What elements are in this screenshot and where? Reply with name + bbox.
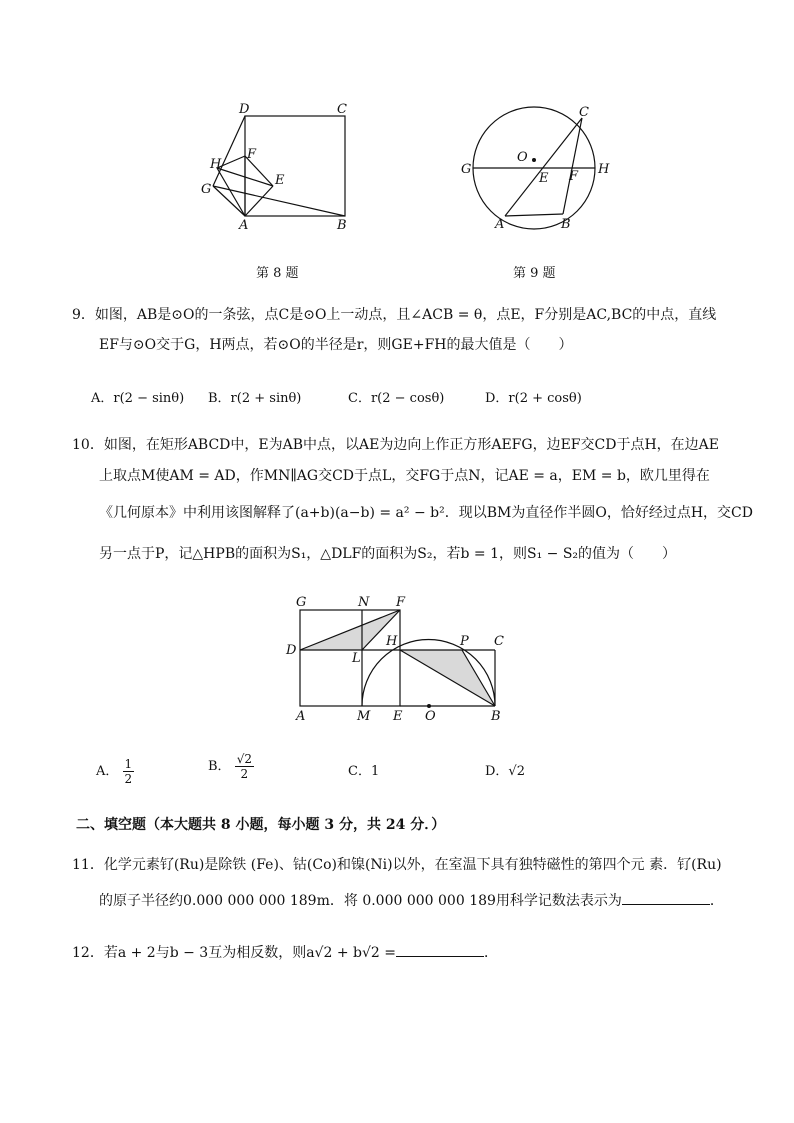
q10-option-b-prefix: B． — [208, 759, 231, 774]
q9-line2: EF与⊙O交于G，H两点，若⊙O的半径是r，则GE+FH的最大值是（ ） — [99, 337, 573, 353]
q9-option-c: C．r(2 − cosθ) — [348, 391, 445, 406]
figure-8 — [195, 98, 365, 238]
fig10-label-a: A — [296, 709, 306, 724]
q10-option-a-fraction — [123, 757, 135, 786]
fig10-label-f: F — [396, 595, 406, 610]
q9-option-d: D．r(2 + cosθ) — [485, 391, 582, 406]
q10-option-a-num: 1 — [124, 757, 133, 771]
fig10-label-o: O — [425, 709, 436, 724]
fig10-label-m: M — [357, 709, 371, 724]
q12-answer-blank[interactable] — [396, 942, 484, 957]
q12-line — [72, 942, 498, 963]
q10-option-b-num: √2 — [236, 752, 252, 766]
fig9-label-f: F — [569, 169, 579, 184]
fig9-label-c: C — [579, 105, 589, 120]
fig9-label-a: A — [495, 217, 505, 232]
q10-option-a-den: 2 — [124, 772, 133, 786]
q10-line2: 上取点M使AM = AD，作MN∥AG交CD于点L，交FG于点N，记AE = a，EM = b，欧几里得在 — [99, 468, 710, 484]
q10-line4: 另一点于P，记△HPB的面积为S₁，△DLF的面积为S₂，若b = 1，则S₁ − S₂的值为（ ） — [99, 546, 677, 562]
q11-answer-blank[interactable] — [622, 890, 710, 905]
fig10-label-e: E — [393, 709, 403, 724]
q11-line2-end: ． — [709, 893, 724, 909]
q9-line1: 9．如图，AB是⊙O的一条弦，点C是⊙O上一动点，且∠ACB = θ，点E，F分别是AC,BC的中点，直线 — [72, 307, 717, 323]
q12-end: ． — [483, 945, 498, 961]
fig9-label-g: G — [461, 162, 472, 177]
q10-option-a-prefix: A． — [96, 764, 119, 779]
fig8-label-f: F — [247, 147, 257, 162]
square-abcd — [245, 116, 345, 216]
center-o-dot — [427, 704, 431, 708]
fig8-label-e: E — [275, 173, 285, 188]
fig8-label-h: H — [210, 157, 222, 172]
fig10-label-c: C — [494, 634, 504, 649]
q10-line3: 《几何原本》中利用该图解释了(a+b)(a−b) = a² − b²．现以BM为直径作半圆O，恰好经过点H，交CD — [99, 505, 753, 521]
q9-option-a: A．r(2 − sinθ) — [91, 391, 185, 406]
fig9-label-h: H — [598, 162, 610, 177]
figure-10 — [280, 588, 520, 730]
q10-option-b-fraction — [235, 752, 254, 781]
q10-option-a — [96, 757, 134, 786]
fig9-caption: 第 9 题 — [513, 266, 556, 281]
fig8-label-b: B — [337, 218, 347, 233]
q12-text: 12．若a + 2与b − 3互为相反数，则a√2 + b√2 = — [72, 945, 396, 961]
fig8-label-g: G — [201, 182, 212, 197]
fig9-label-b: B — [561, 217, 571, 232]
fig10-label-b: B — [491, 709, 501, 724]
fig8-caption: 第 8 题 — [256, 266, 299, 281]
fig10-label-h: H — [386, 634, 398, 649]
q11-line1: 11．化学元素钌(Ru)是除铁 (Fe)、钴(Co)和镍(Ni)以外，在室温下具有独特磁性的第四个元 素．钌(Ru) — [72, 857, 722, 873]
center-dot — [532, 158, 536, 162]
q10-line1: 10．如图，在矩形ABCD中，E为AB中点，以AE为边向上作正方形AEFG，边EF交CD于点H，在边AE — [72, 437, 719, 453]
q10-option-d: D．√2 — [485, 764, 525, 779]
fig10-label-p: P — [460, 634, 469, 649]
q10-option-b — [208, 752, 254, 781]
fig10-label-l: L — [352, 651, 361, 666]
q11-line2-text: 的原子半径约0.000 000 000 189m．将 0.000 000 000 189用科学记数法表示为 — [99, 893, 622, 909]
fig8-label-a: A — [239, 218, 249, 233]
fig10-label-n: N — [358, 595, 370, 610]
q11-line2 — [99, 890, 724, 911]
fig8-label-c: C — [337, 102, 347, 117]
fig9-label-e: E — [539, 171, 549, 186]
q9-option-b: B．r(2 + sinθ) — [208, 391, 302, 406]
figure-9 — [455, 98, 625, 238]
fig8-label-d: D — [239, 102, 250, 117]
fig10-label-g: G — [296, 595, 307, 610]
fig9-label-o: O — [517, 150, 528, 165]
q10-option-b-den: 2 — [240, 767, 249, 781]
q10-option-c: C．1 — [348, 764, 380, 779]
section2-title: 二、填空题（本大题共 8 小题，每小题 3 分，共 24 分．） — [76, 817, 446, 833]
fig10-label-d: D — [286, 643, 297, 658]
